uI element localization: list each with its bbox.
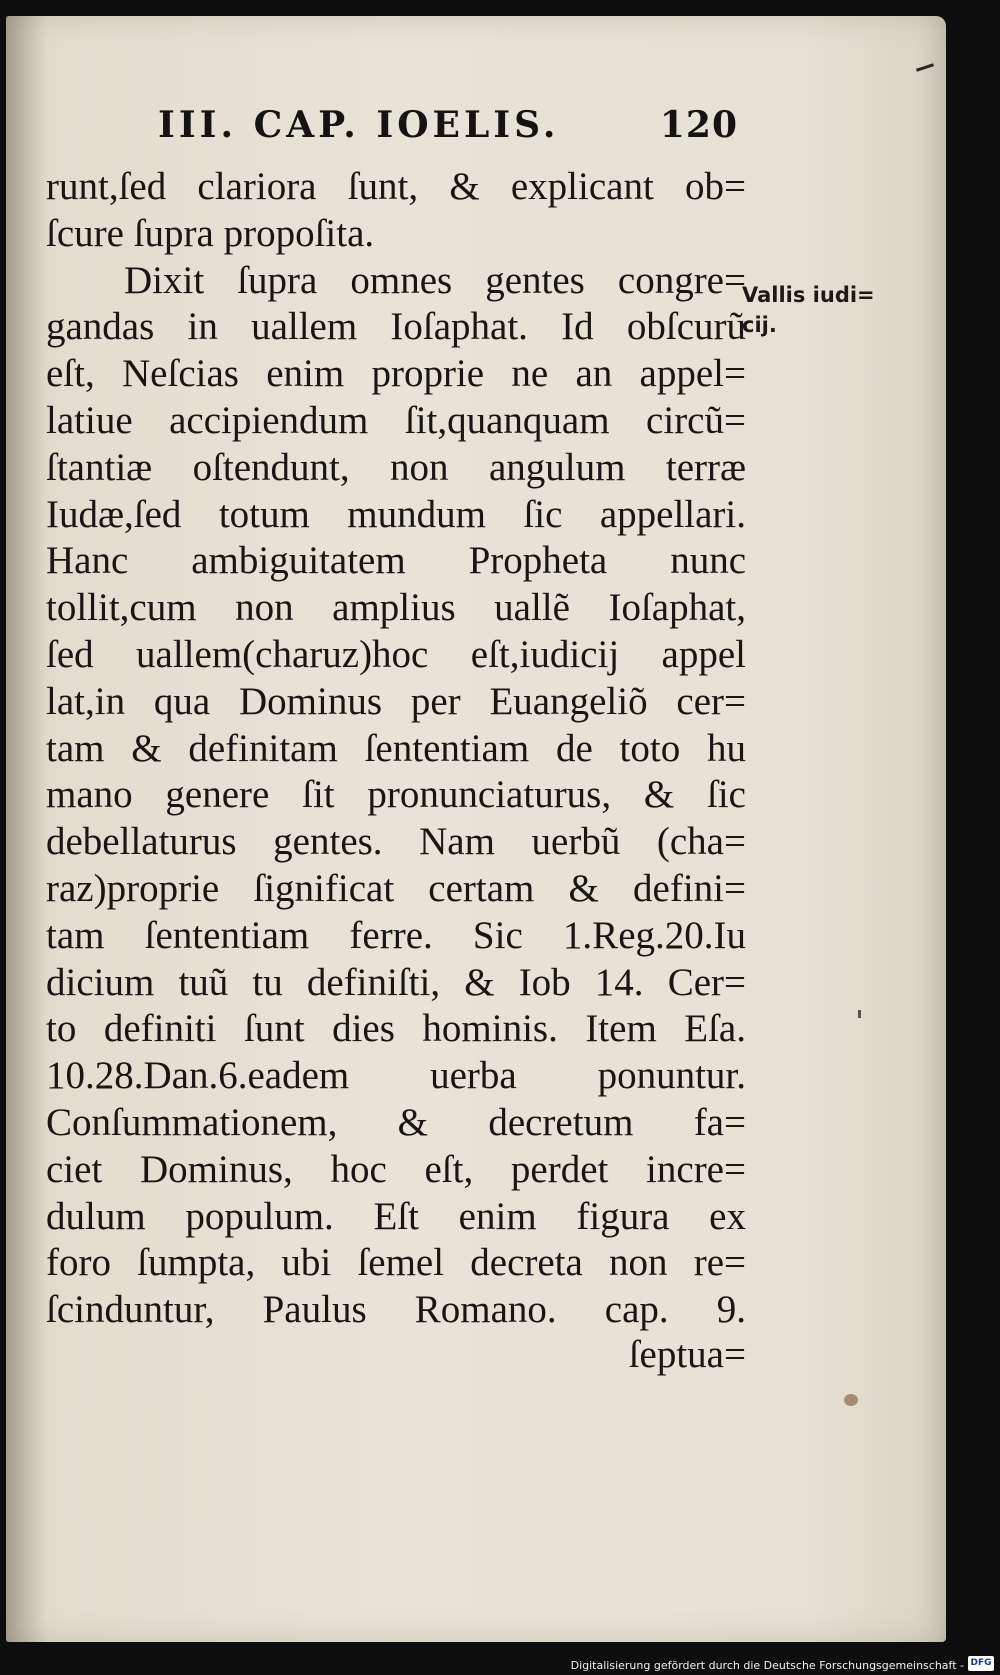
text-line: latiue accipiendum ſit,quanquam circũ=: [46, 398, 746, 442]
text-line: dicium tuũ tu definiſti, & Iob 14. Cer=: [46, 960, 746, 1004]
running-head: III. CAP. IOELIS.: [158, 104, 560, 146]
marginal-note-line: cij.: [742, 313, 777, 337]
marginal-note: [742, 280, 892, 340]
margin-tick-mark: [858, 1010, 861, 1018]
text-line: foro ſumpta, ubi ſemel decreta non re=: [46, 1241, 746, 1285]
spine-shadow: [6, 16, 46, 1642]
dfg-logo-icon: DFG: [968, 1656, 994, 1671]
text-line: Iudæ,ſed totum mundum ſic appellari.: [46, 492, 746, 536]
marginal-note-line: Vallis iudi=: [742, 283, 875, 307]
footer-bar: [0, 1651, 1000, 1675]
text-line: raz)proprie ſignificat certam & defini=: [46, 866, 746, 910]
text-line: ſcure ſupra propoſita.: [46, 211, 375, 255]
book-page: [6, 16, 946, 1642]
text-line: tollit,cum non amplius uallẽ Ioſaphat,: [46, 586, 746, 630]
corner-pencil-mark: [916, 63, 934, 71]
catchword: ſeptua=: [628, 1333, 746, 1376]
page-header: [158, 98, 738, 158]
text-line: tam ſententiam ferre. Sic 1.Reg.20.Iu: [46, 913, 746, 957]
text-line: eſt, Neſcias enim proprie ne an appel=: [46, 352, 746, 396]
text-line: Conſummationem, & decretum fa=: [46, 1100, 746, 1144]
text-line: to definiti ſunt dies hominis. Item Eſa.: [46, 1007, 746, 1051]
text-line: ſed uallem(charuz)hoc eſt,iudicij appel: [46, 632, 746, 676]
text-line: tam & definitam ſententiam de toto hu: [46, 726, 746, 770]
text-line: Dixit ſupra omnes gentes congre=: [124, 258, 746, 302]
digitization-credit: Digitalisierung gefördert durch die Deutsche Forschungsgemeinschaft -: [570, 1659, 964, 1672]
text-line: lat,in qua Dominus per Euangeliõ cer=: [46, 679, 746, 723]
text-line: ſcinduntur, Paulus Romano. cap. 9.: [46, 1288, 746, 1332]
body-text: [46, 164, 746, 1334]
text-line: debellaturus gentes. Nam uerbũ (cha=: [46, 820, 746, 864]
text-line: Hanc ambiguitatem Propheta nunc: [46, 539, 746, 583]
folio-number: 120: [659, 104, 738, 146]
paper-stain: [844, 1394, 858, 1406]
text-line: ciet Dominus, hoc eſt, perdet incre=: [46, 1147, 746, 1191]
text-line: gandas in uallem Ioſaphat. Id obſcurũ: [46, 305, 746, 349]
text-line: mano genere ſit pronunciaturus, & ſic: [46, 773, 746, 817]
text-line: 10.28.Dan.6.eadem uerba ponuntur.: [46, 1054, 746, 1098]
text-line: runt,ſed clariora ſunt, & explicant ob=: [46, 165, 746, 208]
text-line: ſtantiæ oſtendunt, non angulum terræ: [46, 445, 746, 489]
text-line: dulum populum. Eſt enim figura ex: [46, 1194, 746, 1238]
